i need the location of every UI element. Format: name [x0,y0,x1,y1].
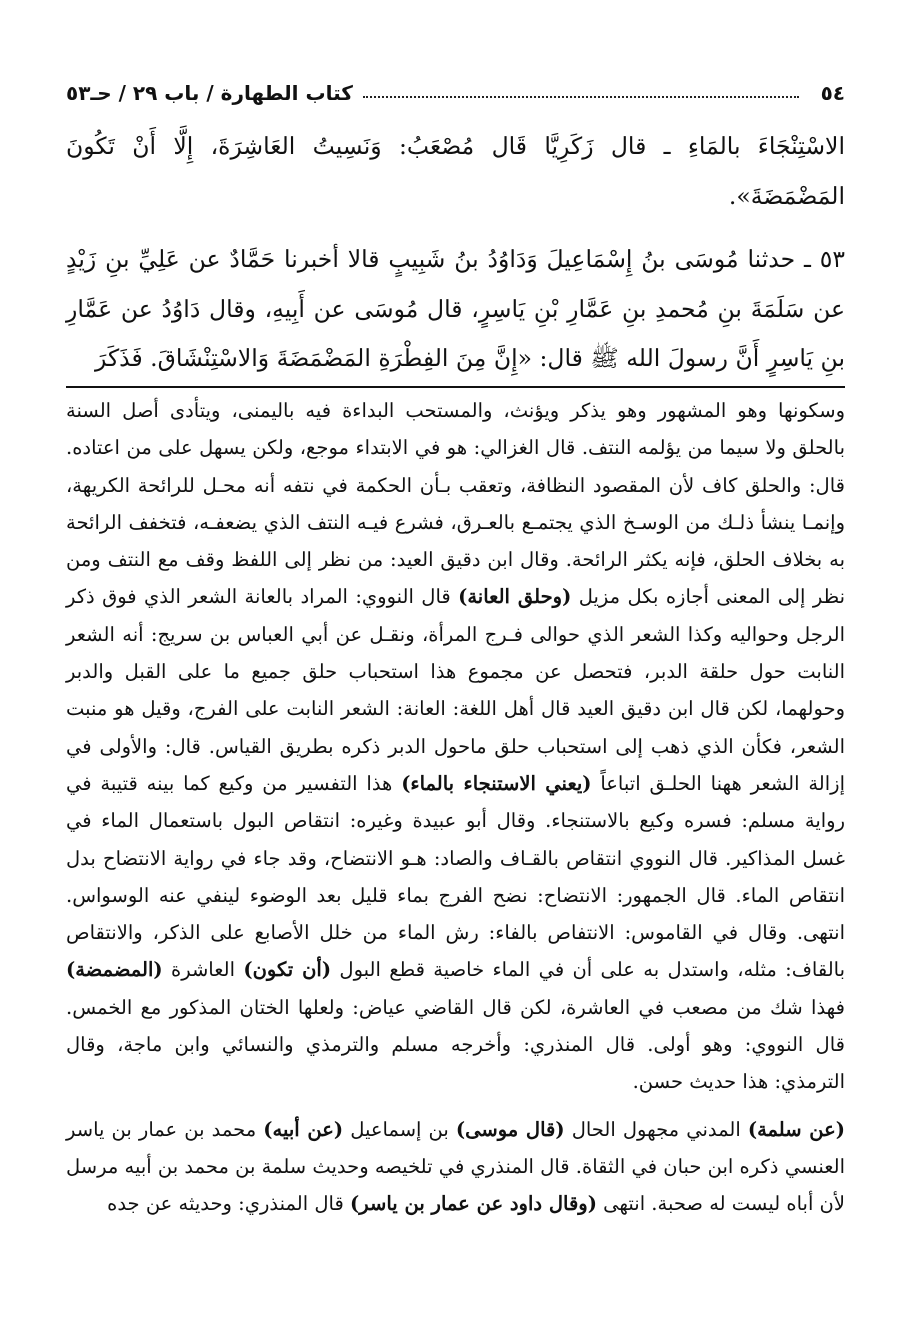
commentary-paragraph-2 [66,1111,845,1223]
lemma-qal-dawud: (وقال داود عن عمار بن ياسر) [350,1192,597,1216]
commentary-text: فهذا شك من مصعب في العاشرة، لكن قال القاضي عياض: ولعلها الختان المذكور مع الخمس. قال النووي: وهو أولى. قال المنذري: وأخرجه مسلم والترمذي والنسائي وابن ماجة، وقال الترمذي: هذا حديث حسن. [66,995,845,1094]
commentary-text: العاشرة [170,958,236,982]
page-number: ٥٤ [820,81,845,105]
lemma-an-abihi: (عن أبيه) [263,1117,344,1141]
commentary-text: وسكونها وهو المشهور وهو يذكر ويؤنث، والمستحب البداءة فيه باليمنى، ويتأدى أصل السنة بالحلق ولا سيما من يؤلمه النتف. قال الغزالي: هو في الابتداء موجع، ولكن يسهل على من اعتاده. قال: والحلق كاف لأن المقصود النظافة، وتعقب بـأن الحكمة في نتفه أنه محـل للرائحة الكريهة، وإنمـا ينشأ ذلـك من الوسـخ الذي يجتمـع بالعـرق، فشرع فيـه النتف الذي يضعفـه، فتخفف الرائحة به بخلاف الحلق، فإنه يكثر الرائحة. وقال ابن دقيق العيد: من نظر إلى اللفظ وقف مع النتف ومن نظر إلى المعنى أجازه بكل مزيل [66,399,846,609]
commentary-text: هذا التفسير من وكيع كما بينه قتيبة في رواية مسلم: فسره وكيع بالاستنجاء. وقال أبو عبيدة وغيره: انتقاص البول باستعمال الماء في غسل المذاكير. قال النووي انتقاص بالقـاف والصاد: هـو الانتضاح، وقد جاء في رواية الانتضاح بدل انتقاص الماء. قال الجمهور: الانتضاح: نضح الفرج بماء قليل بعد الوضوء لينفي عنه الوسواس. انتهى. وقال في القاموس: الانتفاص بالفاء: رش الماء من خلل الأصابع على الذكر، والانتقاص بالقاف: مثله، واستدل به على أن في الماء خاصية قطع البول [66,771,846,982]
hadith-text [66,122,845,384]
commentary-text: المدني مجهول الحال [571,1117,741,1141]
running-title: كتاب الطهارة / باب ٢٩ / حـ٥٣ [66,81,353,105]
footnote-separator-rule [66,386,845,388]
lemma-an-salama: (عن سلمة) [747,1117,845,1141]
lemma-an-takun: (أن تكون) [243,958,332,982]
lemma-halq-al-ana: (وحلق العانة) [458,585,572,609]
commentary-text: قال النووي: المراد بالعانة الشعر الذي فوق ذكر الرجل وحواليه وكذا الشعر الذي حوالى فـرج المرأة، ونقـل عن أبي العباس بن سريج: أنه الشعر النابت حول حلقة الدبر، فتحصل عن مجموع هذا استحباب حلق جميع ما على القبل والدبر وحولهما، لكن قال ابن دقيق العيد قال أهل اللغة: العانة: الشعر النابت على الفرج، وقيل هو منبت الشعر، فكأن الذي ذهب إلى استحباب حلق ماحول الدبر ذكره بطريق القياس. قال: والأولى في إزالة الشعر ههنا الحلـق اتباعاً [66,585,845,795]
lemma-istinja: (يعني الاستنجاء بالماء) [401,771,592,795]
commentary [66,392,845,1223]
lemma-qal-musa: (قال موسى) [455,1117,565,1141]
commentary-paragraph-1 [66,392,845,1101]
hadith-53: ٥٣ ـ حدثنا مُوسَى بنُ إِسْمَاعِيلَ وَدَاوُدُ بنُ شَبِيبٍ قالا أخبرنا حَمَّادٌ عن عَلِيِّ بنِ زَيْدٍ عن سَلَمَةَ بنِ مُحمدِ بنِ عَمَّارِ بْنِ يَاسِرٍ، قال مُوسَى عن أَبِيهِ، وقال دَاوُدُ عن عَمَّارِ بنِ يَاسِرٍ أَنَّ رسولَ الله ﷺ قال: «إِنَّ مِنَ الفِطْرَةِ المَضْمَضَةَ وَالاسْتِنْشَاقَ. فَذَكَرَ [66,245,845,372]
header-dot-leader [363,96,799,98]
running-header [66,78,845,108]
commentary-text: محمد بن عمار بن ياسر العنسي ذكره ابن حبان في الثقاة. قال المنذري في تلخيصه وحديث سلمة بن محمد بن أبيه مرسل لأن أباه ليست له صحبة. انتهى [66,1117,845,1216]
commentary-text: بن إسماعيل [350,1117,449,1141]
commentary-text: قال المنذري: وحديثه عن جده [107,1192,344,1216]
hadith-continuation: الاسْتِنْجَاءَ بالمَاءِ ـ قال زَكَرِيَّا قَال مُصْعَبُ: وَنَسِيتُ العَاشِرَةَ، إِلَّا أَنْ تَكُونَ المَضْمَضَةَ». [66,132,845,210]
lemma-madmada: (المضمضة) [66,958,163,982]
